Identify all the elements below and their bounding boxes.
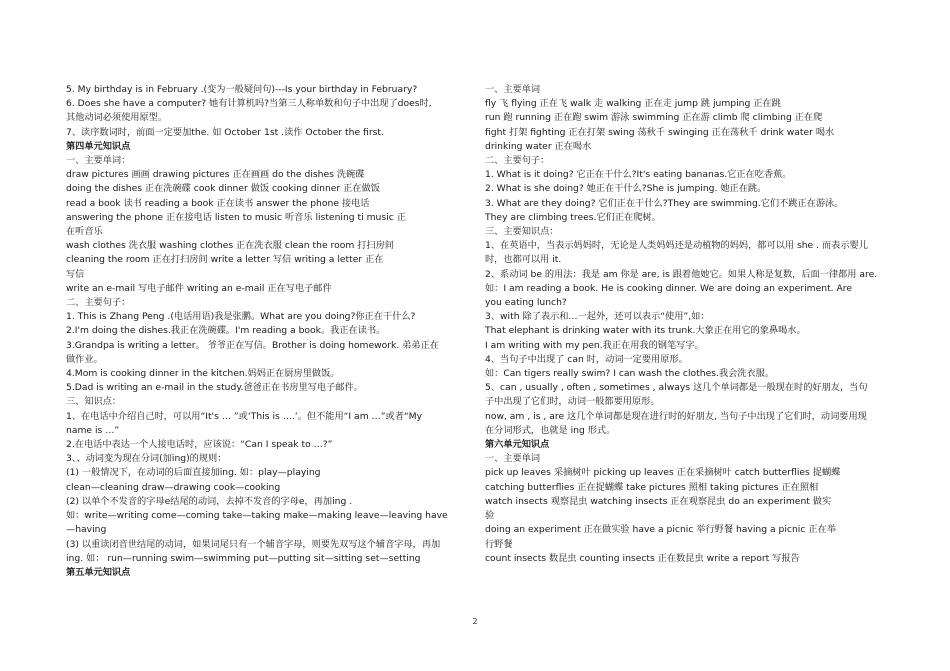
text-line: read a book 读书 reading a book 正在读书 answer the phone 接电话 xyxy=(66,197,370,209)
text-line: drinking water 正在喝水 xyxy=(485,140,592,152)
text-line: 4、当句子中出现了 can 时，动词一定要用原形。 xyxy=(485,353,688,365)
text-line: 其他动词必须使用原型。 xyxy=(66,112,168,124)
text-line: 6. Does she have a computer? 她有计算机吗?当第三人称单数和句子中出现了does时, xyxy=(66,98,432,110)
text-line: (3) 以重读闭音世结尾的动词，如果词尾只有一个辅音字母，则要先双写这个辅音字母，再加 xyxy=(66,538,441,550)
text-line: 子中出现了它们时，动词一般都要用原形。 xyxy=(485,396,660,408)
text-line: 在分词形式，也就是 ing 形式。 xyxy=(485,424,616,436)
text-line: 3、with 除了表示和…一起外，还可以表示“使用”,如： xyxy=(485,311,710,323)
text-line: cleaning the room 正在打扫房间 write a letter 写信 writing a letter 正在 xyxy=(66,254,384,266)
text-line: 三、主要知识点： xyxy=(485,226,559,238)
text-line: doing an experiment 正在做实验 have a picnic 举行野餐 having a picnic 正在举 xyxy=(485,524,836,536)
text-line: 7、读序数词时，前面一定要加the. 如 October 1st .读作 October the first. xyxy=(66,126,384,138)
text-line: 写信 xyxy=(66,268,85,280)
text-line: 5. My birthday is in February .(变为一般疑问句)---Is your birthday in February? xyxy=(66,84,418,95)
text-line: 如：Can tigers really swim? I can wash the clothes.我会洗衣服。 xyxy=(485,368,775,380)
text-line: fight 打架 fighting 正在打架 swing 荡秋千 swinging 正在荡秋千 drink water 喝水 xyxy=(485,126,835,138)
text-line: I am writing with my pen.我正在用我的钢笔写字。 xyxy=(485,339,704,351)
text-line: name is …” xyxy=(66,424,120,436)
text-line: —having xyxy=(66,524,107,536)
text-line: 5、can , usually , often , sometimes , always 这几个单词都是一般现在时的好朋友，当句 xyxy=(485,382,868,394)
text-line: clean—cleaning draw—drawing cook—cooking xyxy=(66,481,281,493)
text-line: 4.Mom is cooking dinner in the kitchen.妈妈正在厨房里做饭。 xyxy=(66,368,340,380)
text-line: (1) 一般情况下，在动词的后面直接加ing. 如：play—playing xyxy=(66,467,321,479)
text-line: write an e-mail 写电子邮件 writing an e-mail 正在写电子邮件 xyxy=(66,282,332,294)
text-line: 如：write—writing come—coming take—taking make—making leave—leaving have xyxy=(66,510,448,522)
text-line: fly 飞 flying 正在飞 walk 走 walking 正在走 jump 跳 jumping 正在跳 xyxy=(485,98,781,110)
text-line: That elephant is drinking water with its trunk.大象正在用它的象鼻喝水。 xyxy=(485,325,806,337)
text-line: 如：I am reading a book. He is cooking dinner. We are doing an experiment. Are xyxy=(485,282,853,294)
text-line: 1. This is Zhang Peng .(电话用语)我是张鹏。What are you doing?你正在干什么? xyxy=(66,311,416,323)
text-line: 二、主要句子： xyxy=(66,297,131,309)
text-line: you eating lunch? xyxy=(485,297,567,309)
text-line: 时，也都可以用 it. xyxy=(485,254,562,266)
text-line: They are climbing trees.它们正在爬树。 xyxy=(485,211,661,223)
text-line: 行野餐 xyxy=(485,538,513,550)
right-column xyxy=(485,83,885,566)
text-line: 1、在英语中，当表示妈妈时，无论是人类妈妈还是动植物的妈妈，都可以用 she . 而表示婴儿 xyxy=(485,240,868,252)
left-column xyxy=(66,83,466,580)
text-line: 做作业。 xyxy=(66,353,103,365)
text-line: 2. What is she doing? 她正在干什么?She is jumping. 她正在跳。 xyxy=(485,183,767,195)
page-number: 2 xyxy=(472,617,478,626)
text-line: 3.Grandpa is writing a letter。 爷爷正在写信。Brother is doing homework. 弟弟正在 xyxy=(66,339,439,351)
text-line: ing. 如： run—running swim—swimming put—putting sit—sitting set—setting xyxy=(66,552,421,564)
text-line: 2.在电话中表达一个人接电话时，应该说：“Can I speak to …?” xyxy=(66,439,333,451)
text-line: run 跑 running 正在跑 swim 游泳 swimming 正在游 climb 爬 climbing 正在爬 xyxy=(485,112,823,124)
section-heading: 第六单元知识点 xyxy=(485,439,550,451)
text-line: answering the phone 正在接电话 listen to music 听音乐 listening ti music 正 xyxy=(66,211,406,223)
text-line: 2.I'm doing the dishes.我正在洗碗碟。I'm reading a book。我正在读书。 xyxy=(66,325,386,337)
text-line: draw pictures 画画 drawing pictures 正在画画 do the dishes 洗碗碟 xyxy=(66,169,365,181)
text-line: 一、主要单词 xyxy=(485,453,541,465)
text-line: watch insects 观察昆虫 watching insects 正在观察昆虫 do an experiment 做实 xyxy=(485,495,832,507)
text-line: now, am , is , are 这几个单词都是现在进行时的好朋友, 当句子中出现了它们时，动词要用现 xyxy=(485,410,867,422)
text-line: 1. What is it doing? 它正在干什么?It's eating bananas.它正在吃香蕉。 xyxy=(485,169,792,181)
text-line: 一、主要单词 xyxy=(485,84,541,95)
text-line: 在听音乐 xyxy=(66,226,103,238)
text-line: 验 xyxy=(485,510,495,522)
text-line: doing the dishes 正在洗碗碟 cook dinner 做饭 cooking dinner 正在做饭 xyxy=(66,183,380,195)
text-line: catching butterflies 正在捉蝴蝶 take pictures 照相 taking pictures 正在照相 xyxy=(485,481,819,493)
text-line: 1、在电话中介绍自己时，可以用“It's … ”或‘This is ….’。但不能用“I am …”或者“My xyxy=(66,410,423,422)
text-line: count insects 数昆虫 counting insects 正在数昆虫 write a report 写报告 xyxy=(485,552,800,564)
section-heading: 第五单元知识点 xyxy=(66,566,131,578)
text-line: wash clothes 洗衣服 washing clothes 正在洗衣服 clean the room 打扫房间 xyxy=(66,240,394,252)
text-line: 一、主要单词： xyxy=(66,155,131,167)
text-line: 5.Dad is writing an e-mail in the study.爸爸正在书房里写电子邮件。 xyxy=(66,382,363,394)
text-line: 3. What are they doing? 它们正在干什么?They are swimming.它们不跳正在游泳。 xyxy=(485,197,844,209)
text-line: 三、知识点： xyxy=(66,396,122,408)
text-line: 3、、动词变为现在分词(加ing)的规则： xyxy=(66,453,227,465)
text-line: 2、系动词 be 的用法：我是 am 你是 are, is 跟着他她它。如果人称是复数，后面一律都用 are. xyxy=(485,268,878,280)
text-line: 二、主要句子： xyxy=(485,155,550,167)
section-heading: 第四单元知识点 xyxy=(66,140,131,152)
text-line: pick up leaves 采摘树叶 picking up leaves 正在采摘树叶 catch butterflies 捉蝴蝶 xyxy=(485,467,841,479)
text-line: (2) 以单个不发音的字母e结尾的动词，去掉不发音的字母e，再加ing . xyxy=(66,495,353,507)
